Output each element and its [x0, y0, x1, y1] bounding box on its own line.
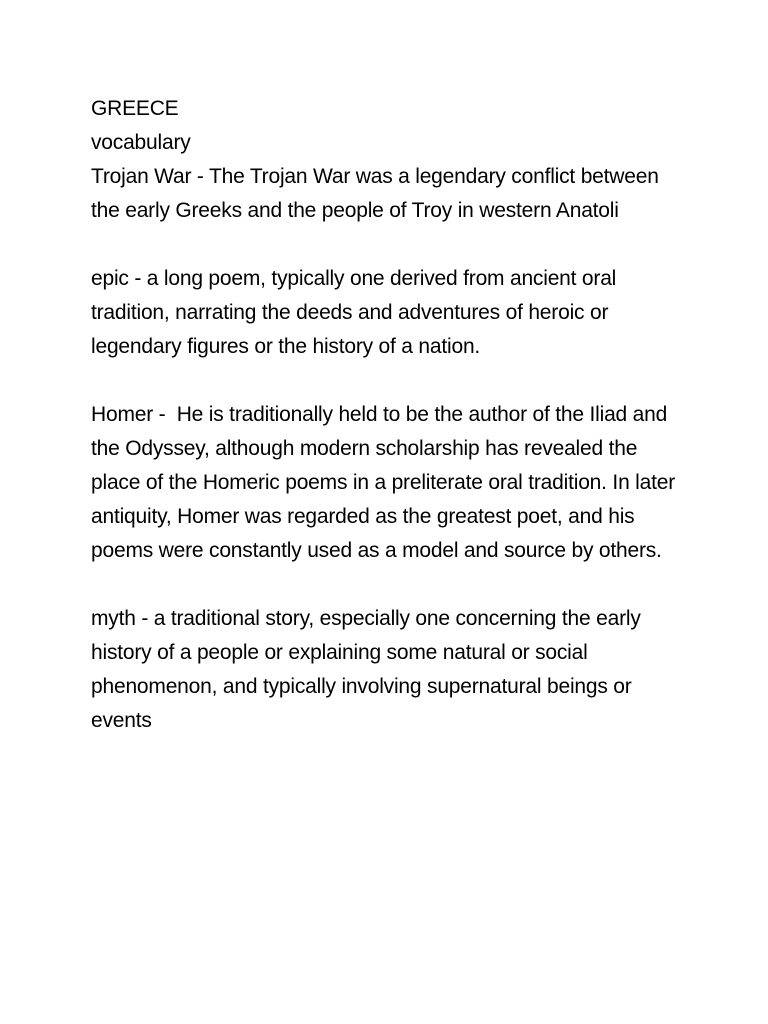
entry-homer: Homer - He is traditionally held to be the author of the Iliad and the Odyssey, although modern scholarship has revealed the place of the Homeric poems in a preliterate oral tradition. In later antiquity, Homer was regarded as the greatest poet, and his poems were constantly used as a model and source by others. [91, 403, 681, 562]
entry-trojan-war: Trojan War - The Trojan War was a legendary conflict between the early Greeks and the people of Troy in western Anatoli [91, 165, 665, 222]
document-page [91, 92, 691, 738]
entry-epic: epic - a long poem, typically one derived from ancient oral tradition, narrating the deeds and adventures of heroic or legendary figures or the history of a nation. [91, 267, 622, 358]
document-subtitle: vocabulary [91, 131, 191, 154]
header-block [91, 92, 691, 160]
document-title: GREECE [91, 97, 179, 120]
entry-myth: myth - a traditional story, especially one concerning the early history of a people or explaining some natural or social phenomenon, and typically involving supernatural beings or events [91, 607, 647, 732]
